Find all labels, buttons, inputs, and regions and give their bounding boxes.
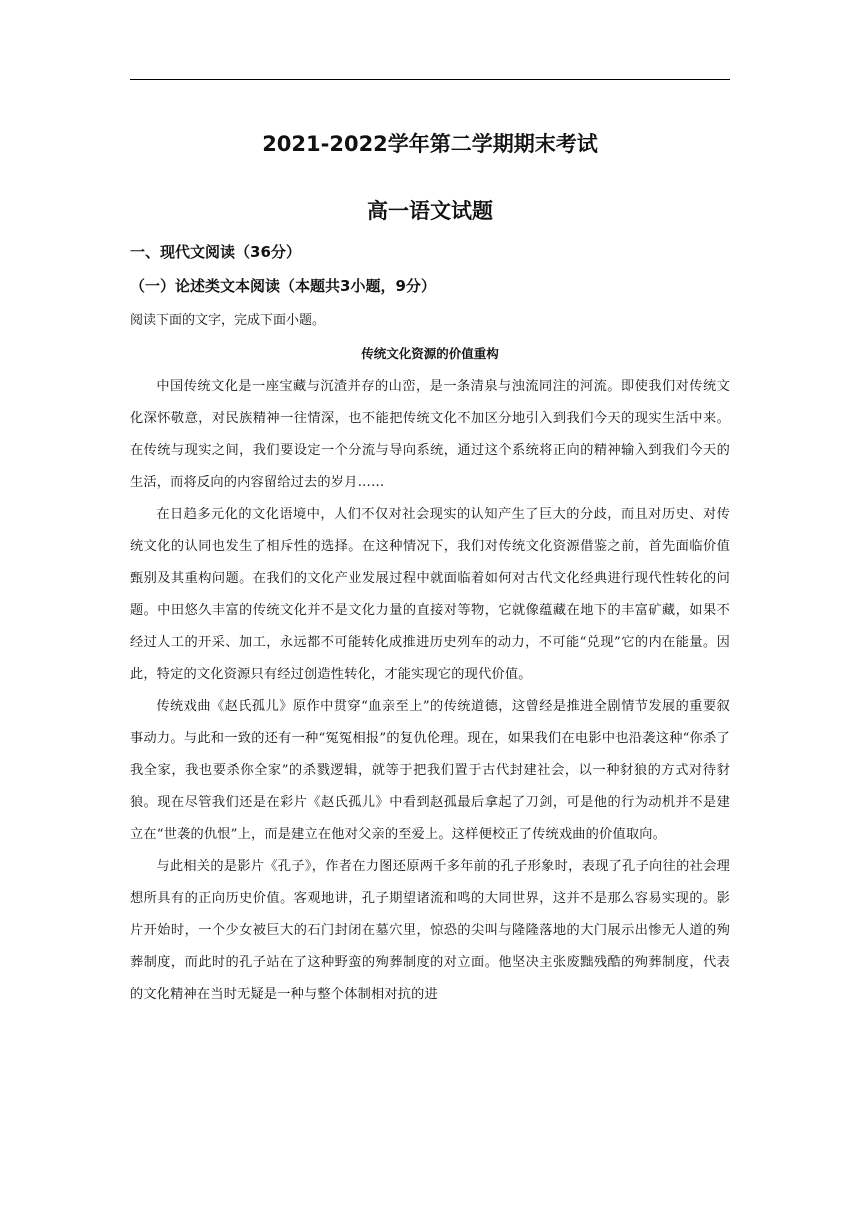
article-paragraph-2: 在日趋多元化的文化语境中，人们不仅对社会现实的认知产生了巨大的分歧，而且对历史、对传统文化的认同也发生了相斥性的选择。在这种情况下，我们对传统文化资源借鉴之前，首先面临价值甄别及其重构问题。在我们的文化产业发展过程中就面临着如何对古代文化经典进行现代性转化的问题。中田悠久丰富的传统文化并不是文化力量的直接对等物，它就像蕴藏在地下的丰富矿藏，如果不经过人工的开采、加工，永远都不可能转化成推进历史列车的动力，不可能“兑现”它的内在能量。因此，特定的文化资源只有经过创造性转化，才能实现它的现代价值。 — [130, 507, 730, 682]
exam-subtitle: 高一语文试题 — [367, 199, 493, 223]
article-body — [130, 371, 730, 1011]
article-paragraph-1: 中国传统文化是一座宝藏与沉渣并存的山峦，是一条清泉与浊流同注的河流。即使我们对传统文化深怀敬意，对民族精神一往情深，也不能把传统文化不加区分地引入到我们今天的现实生活中来。在传统与现实之间，我们要设定一个分流与导向系统，通过这个系统将正向的精神输入到我们今天的生活，而将反向的内容留给过去的岁月…… — [130, 379, 730, 490]
section-heading: 一、现代文阅读（36分） — [130, 243, 301, 261]
section-subheading: （一）论述类文本阅读（本题共3小题，9分） — [130, 277, 436, 295]
header-rule — [130, 79, 730, 80]
reading-instruction: 阅读下面的文字，完成下面小题。 — [130, 313, 326, 328]
exam-title: 2021-2022学年第二学期期末考试 — [262, 132, 598, 156]
article-paragraph-3: 传统戏曲《赵氏孤儿》原作中贯穿“血亲至上”的传统道德，这曾经是推进全剧情节发展的重要叙事动力。与此和一致的还有一种“冤冤相报”的复仇伦理。现在，如果我们在电影中也沿袭这种“你杀了我全家，我也要杀你全家”的杀戮逻辑，就等于把我们置于古代封建社会，以一种豺狼的方式对待豺狼。现在尽管我们还是在彩片《赵氏孤儿》中看到赵孤最后拿起了刀剑，可是他的行为动机并不是建立在“世袭的仇恨”上，而是建立在他对父亲的至爱上。这样便校正了传统戏曲的价值取向。 — [130, 699, 730, 842]
article-title: 传统文化资源的价值重构 — [361, 346, 499, 361]
article-paragraph-4: 与此相关的是影片《孔子》，作者在力图还原两千多年前的孔子形象时，表现了孔子向往的社会理想所具有的正向历史价值。客观地讲，孔子期望诸流和鸣的大同世界，这并不是那么容易实现的。影片开始时，一个少女被巨大的石门封闭在墓穴里，惊恐的尖叫与隆隆落地的大门展示出惨无人道的殉葬制度，而此时的孔子站在了这种野蛮的殉葬制度的对立面。他坚决主张废黜残酷的殉葬制度，代表的文化精神在当时无疑是一种与整个体制相对抗的进 — [130, 859, 730, 1002]
